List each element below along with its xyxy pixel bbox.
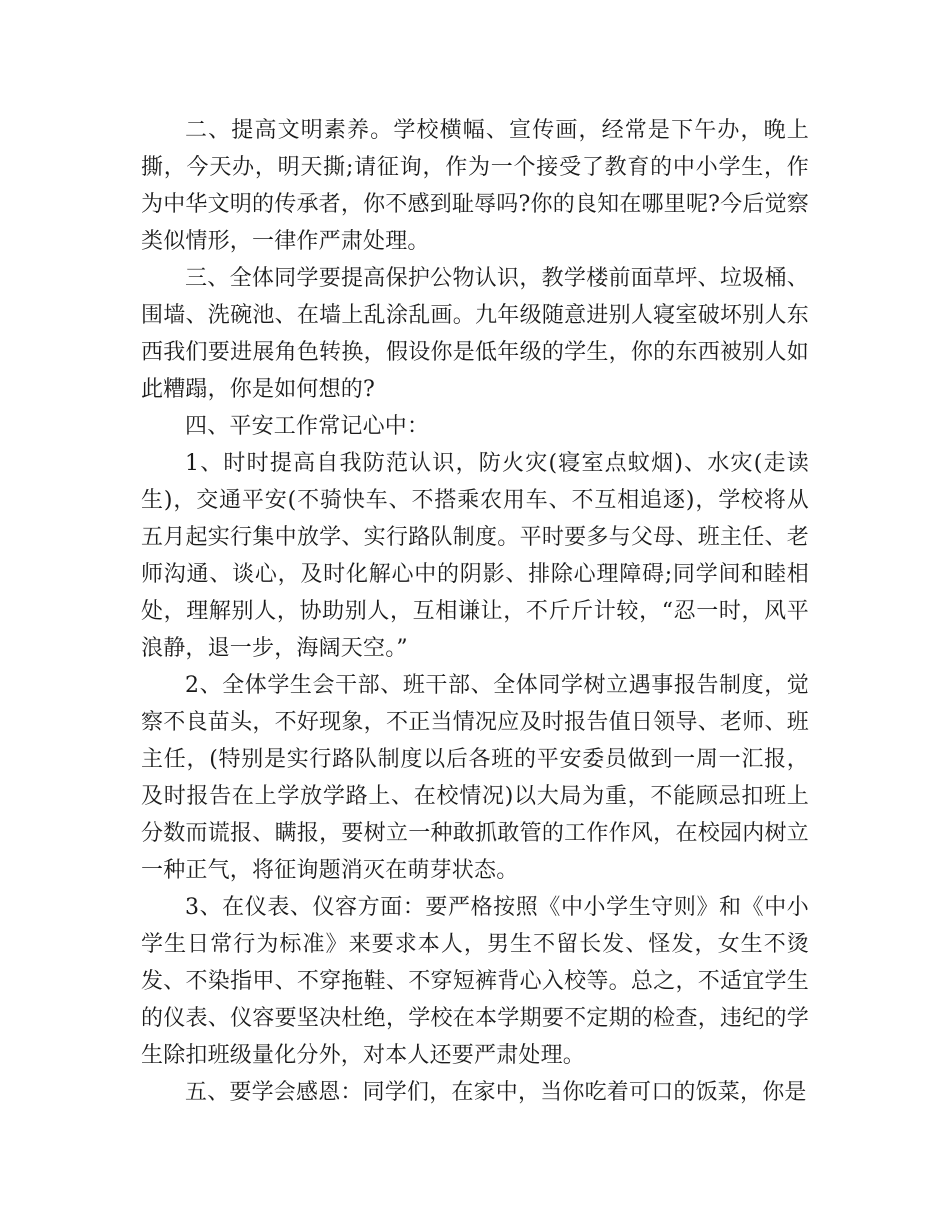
paragraph-gratitude: 五、要学会感恩：同学们，在家中，当你吃着可口的饭菜，你是 — [185, 1080, 807, 1105]
paragraph-civility: 二、提高文明素养。学校横幅、宣传画，经常是下午办，晚上撕，今天办，明天撕;请征询，作为一个接受了教育的中小学生，作为中华文明的传承者，你不感到耻辱吗?你的良知在哪里呢?今后觉察类似情形，一律作严肃处理。 — [141, 118, 809, 254]
paragraph-safety-item-2: 2、全体学生会干部、班干部、全体同学树立遇事报告制度，觉察不良苗头，不好现象，不正当情况应及时报告值日领导、老师、班主任，(特别是实行路队制度以后各班的平安委员做到一周一汇报，及时报告在上学放学路上、在校情况)以大局为重，不能顾忌扣班上分数而谎报、瞒报，要树立一种敢抓敢管的工作作风，在校园内树立一种正气，将征询题消灭在萌芽状态。 — [141, 673, 809, 883]
paragraph-safety-item-3: 3、在仪表、仪容方面：要严格按照《中小学生守则》和《中小学生日常行为标准》来要求本人，男生不留长发、怪发，女生不烫发、不染指甲、不穿拖鞋、不穿短裤背心入校等。总之，不适宜学生的仪表、仪容要坚决杜绝，学校在本学期要不定期的检查，违纪的学生除扣班级量化分外，对本人还要严肃处理。 — [141, 895, 809, 1068]
paragraph-safety-item-1: 1、时时提高自我防范认识，防火灾(寝室点蚊烟)、水灾(走读生)，交通平安(不骑快车、不搭乘农用车、不互相追逐)，学校将从五月起实行集中放学、实行路队制度。平时要多与父母、班主任、老师沟通、谈心，及时化解心中的阴影、排除心理障碍;同学间和睦相处，理解别人，协助别人，互相谦让，不斤斤计较，“忍一时，风平浪静，退一步，海阔天空。” — [141, 451, 809, 661]
document-body — [141, 112, 809, 1111]
paragraph-public-property: 三、全体同学要提高保护公物认识，教学楼前面草坪、垃圾桶、围墙、洗碗池、在墙上乱涂乱画。九年级随意进别人寝室破坏别人东西我们要进展角色转换，假设你是低年级的学生，你的东西被别人如此糟蹋，你是如何想的? — [141, 266, 809, 402]
paragraph-safety-heading: 四、平安工作常记心中： — [185, 414, 430, 439]
